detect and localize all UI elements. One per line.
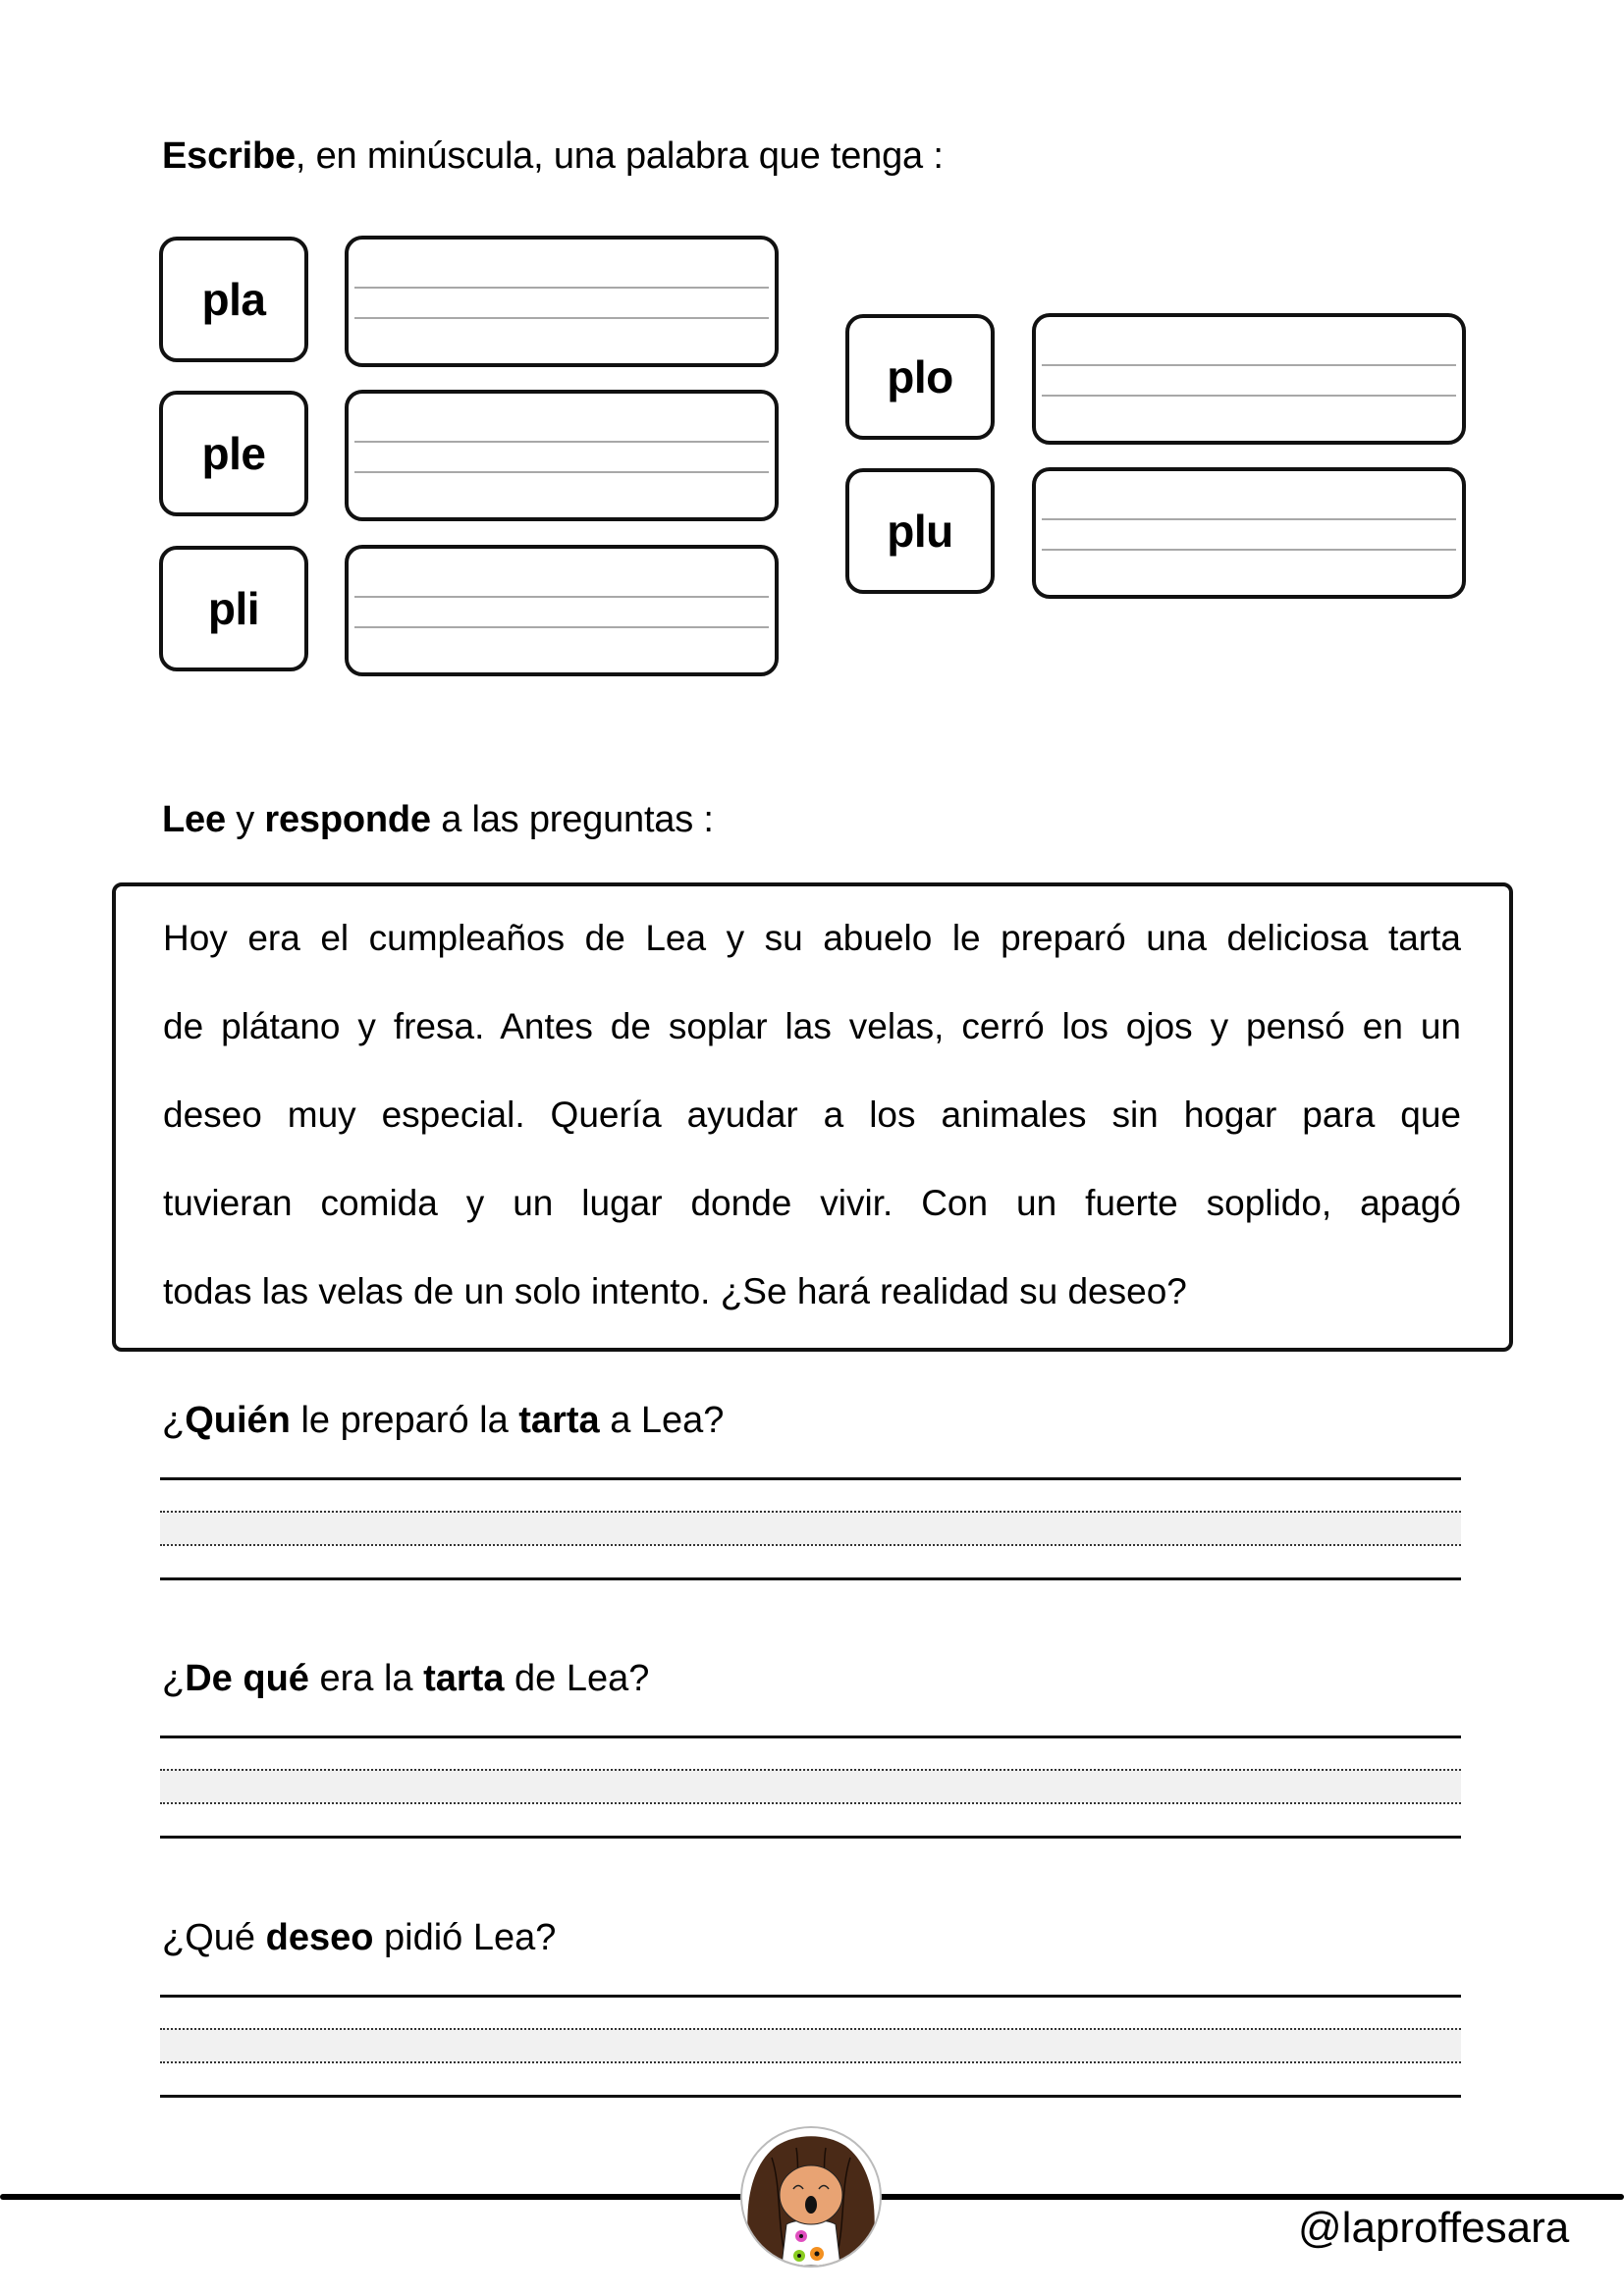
reading-line: tuvieran comida y un lugar donde vivir. Con un fuerte soplido, apagó [163, 1183, 1461, 1223]
answer-band [160, 1769, 1461, 1803]
guide-line [354, 441, 769, 443]
girl-avatar-icon [740, 2126, 882, 2268]
read-instruction-responde: responde [264, 799, 431, 840]
answer-top-line [160, 1477, 1461, 1480]
read-instruction-y: y [225, 799, 265, 840]
answer-dotted-line [160, 1511, 1461, 1513]
answer-dotted-line [160, 2028, 1461, 2030]
author-handle: @laproffesara [1298, 2204, 1570, 2252]
guide-line [354, 626, 769, 628]
answer-base-line [160, 1577, 1461, 1580]
answer-area-3[interactable] [160, 1995, 1461, 2099]
question-text: ¿ [162, 1658, 186, 1699]
answer-top-line [160, 1995, 1461, 1998]
guide-line [354, 317, 769, 319]
question-text: era la [308, 1658, 424, 1699]
answer-dotted-line [160, 1802, 1461, 1804]
syllable-box-plu: plu [845, 468, 995, 594]
answer-dotted-line [160, 1769, 1461, 1771]
write-box-plu[interactable] [1032, 467, 1466, 599]
question-3 [162, 1915, 556, 1960]
question-1 [162, 1398, 724, 1443]
read-instruction-rest: a las preguntas : [430, 799, 714, 840]
syllable-box-plo: plo [845, 314, 995, 440]
question-keyword: De qué [185, 1658, 309, 1699]
read-instruction-lee: Lee [162, 799, 226, 840]
question-text: pidió Lea? [373, 1917, 557, 1958]
question-text: ¿Qué [162, 1917, 266, 1958]
answer-dotted-line [160, 2061, 1461, 2063]
question-2 [162, 1656, 649, 1701]
answer-area-1[interactable] [160, 1477, 1461, 1581]
avatar-illustration [742, 2128, 880, 2266]
syllable-box-pla: pla [159, 237, 308, 362]
guide-line [1042, 549, 1456, 551]
guide-line [354, 596, 769, 598]
guide-line [354, 287, 769, 289]
question-keyword: Quién [185, 1400, 291, 1441]
read-instruction [162, 797, 714, 842]
reading-line: de plátano y fresa. Antes de soplar las velas, cerró los ojos y pensó en un [163, 1006, 1461, 1046]
question-keyword: tarta [423, 1658, 505, 1699]
guide-line [1042, 395, 1456, 397]
write-box-ple[interactable] [345, 390, 779, 521]
write-box-plo[interactable] [1032, 313, 1466, 445]
answer-band [160, 2028, 1461, 2062]
reading-line: todas las velas de un solo intento. ¿Se hará realidad su deseo? [163, 1271, 1187, 1311]
answer-top-line [160, 1735, 1461, 1738]
reading-line: deseo muy especial. Quería ayudar a los animales sin hogar para que [163, 1095, 1461, 1135]
answer-band [160, 1511, 1461, 1545]
syllable-box-pli: pli [159, 546, 308, 671]
question-keyword: deseo [265, 1917, 374, 1958]
write-instruction-text: , en minúscula, una palabra que tenga : [295, 135, 944, 177]
write-instruction [162, 133, 944, 179]
syllable-box-ple: ple [159, 391, 308, 516]
question-keyword: tarta [518, 1400, 600, 1441]
question-text: le preparó la [290, 1400, 519, 1441]
answer-area-2[interactable] [160, 1735, 1461, 1840]
guide-line [1042, 518, 1456, 520]
guide-line [354, 471, 769, 473]
question-text: de Lea? [504, 1658, 650, 1699]
write-box-pla[interactable] [345, 236, 779, 367]
write-instruction-bold: Escribe [162, 135, 296, 177]
question-text: a Lea? [599, 1400, 725, 1441]
answer-dotted-line [160, 1544, 1461, 1546]
question-text: ¿ [162, 1400, 186, 1441]
answer-base-line [160, 2095, 1461, 2098]
guide-line [1042, 364, 1456, 366]
write-box-pli[interactable] [345, 545, 779, 676]
reading-line: Hoy era el cumpleaños de Lea y su abuelo le preparó una deliciosa tarta [163, 918, 1461, 958]
answer-base-line [160, 1836, 1461, 1839]
